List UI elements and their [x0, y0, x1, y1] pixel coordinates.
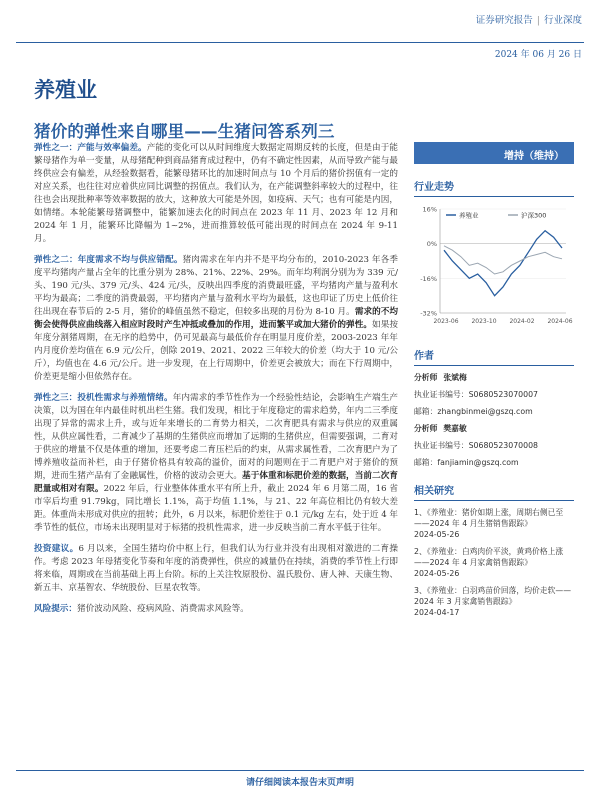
paragraph-lead: 弹性之二：年度需求不均与供应错配。: [34, 255, 183, 265]
x-tick-label: 2023-06: [433, 318, 459, 325]
paragraph-lead: 投资建议。: [34, 544, 79, 554]
footer-divider: [16, 770, 584, 771]
paragraph-lead: 弹性之一：产能与效率偏差。: [34, 143, 147, 153]
rating-badge: 增持（维持）: [414, 142, 574, 164]
legend-label: 沪深300: [521, 211, 547, 220]
analyst-1: [414, 372, 574, 417]
paragraph-3: [34, 392, 398, 535]
paragraph-body: 产能的变化可以从时间维度大数据定周期反转的长度，但是由于能繁母猪作为单一变量，从母猪配种到商品猪育成过程中，仍有不确定性因素，从而导致产能与最终供应会有偏差，从经验数据看，能繁母猪环比的加速时间点与 10 个月后的猪价拐值有一定的对应关系，也往往对应着供应同比调整的拐值点。我们认为，在产能调整斜率较大的过程中，往往也会出现批种率等效率数据的放大，这种放大可能是外因，如疫病、天气；也有可能是内因，如情绪。本轮能繁母猪调整中，能繁加速去化的时间点在 2023 年 11 月、2023 年 12 月和 2024 年 1 月，能繁环比降幅为 1~2%，进而推算较低可能出现的时间点在 2024 年 9-11 月。: [34, 143, 398, 244]
y-tick-label: -32%: [420, 309, 437, 318]
series-line-0: [444, 231, 562, 296]
header-divider: [16, 42, 584, 43]
y-tick-label: 16%: [422, 205, 437, 214]
related-item[interactable]: [414, 507, 574, 540]
x-tick-label: 2023-10: [471, 318, 497, 325]
paragraph-1: [34, 142, 398, 246]
trend-chart: [414, 203, 574, 333]
email-label: 邮箱：: [414, 458, 438, 467]
paragraph-tail: 如果按年度分割猪周期，在无序的趋势中，仍可见最高与最低价存在明显月度价差，2003-2023 年年内月度价差均值在 6.9 元/公斤，创除 2019、2021、2022 三年较大的价差（均大于 10 元/公斤），均值也在 4.6 元/公斤。进一步发现，在上行周期中，价差更会被放大；而在下行周期中，价差更是缩小但依然存在。: [34, 320, 398, 382]
industry-name: 养殖业: [34, 78, 97, 102]
related-date: 2024-05-26: [414, 569, 460, 578]
related-item[interactable]: [414, 546, 574, 579]
chart-section-title: 行业走势: [414, 178, 574, 197]
report-category: 行业深度: [543, 15, 582, 26]
related-date: 2024-04-17: [414, 608, 460, 617]
analyst-license: S0680523070008: [468, 441, 539, 450]
paragraph-lead: 弹性之三：投机性需求与养殖情绪。: [34, 393, 173, 403]
sidebar: [414, 142, 574, 618]
related-list: [414, 507, 574, 618]
analyst-name: 张斌梅: [443, 373, 467, 382]
related-title: 相关研究: [414, 482, 574, 501]
risk-paragraph: [34, 603, 398, 616]
analyst-role: 分析师: [414, 424, 438, 433]
paragraph-2: [34, 254, 398, 384]
analyst-role: 分析师: [414, 373, 438, 382]
trend-chart-svg: [414, 203, 574, 333]
analyst-license: S0680523070007: [468, 390, 539, 399]
email-label: 邮箱：: [414, 407, 438, 416]
analyst-2: [414, 423, 574, 468]
report-type: 证券研究报告: [475, 15, 533, 26]
license-label: 执业证书编号：: [414, 441, 469, 450]
risk-body: 猪价波动风险、疫病风险、消费需求风险等。: [76, 604, 249, 614]
related-item[interactable]: [414, 585, 574, 618]
related-date: 2024-05-26: [414, 530, 460, 539]
paragraph-emphasis: 需求的不均衡会使得供应曲线落入相应时段时产生冲抵或叠加的作用，进而繁平或加大猪价的弹性。: [34, 307, 398, 330]
related-text[interactable]: 3、《养殖业：白羽鸡苗价回落，均价走软——2024 年 3 月家禽销售跟踪》: [414, 586, 571, 606]
paragraph-emphasis: 基于体重和标肥价差的数据，当前二次育肥量或相对有限。: [34, 471, 398, 494]
analyst-email[interactable]: zhangbinmei@gszq.com: [437, 407, 533, 416]
license-label: 执业证书编号：: [414, 390, 469, 399]
related-text[interactable]: 2、《养殖业：白鸡肉价平淡，黄鸡价格上涨——2024 年 4 月家禽销售跟踪》: [414, 547, 564, 567]
paragraph-4: [34, 543, 398, 595]
legend-label: 养殖业: [459, 211, 479, 220]
paragraph-body: 猪肉需求在年内并不是平均分布的，2010-2023 年各季度平均猪肉产量占全年的比重分别为 28%、21%、22%、29%。而年均利润分别为为 339 元/头、190 元/头、379 元/头、424 元/头，反映出四季度的消费最旺盛，平均猪肉产量与盈利水平均为最高；二季度的消费最弱，平均猪肉产量与盈利水平均为最低，这也印证了历史上低价往往出现在春节后的 2-5 月，猪价的峰值虽然不稳定，但较多出现的月份为 8-10 月。: [34, 255, 398, 317]
footer-disclaimer: 请仔细阅读本报告末页声明: [245, 778, 354, 788]
analyst-email[interactable]: fanjiamin@gszq.com: [437, 458, 519, 467]
header-labels: 证券研究报告 | 行业深度: [475, 15, 582, 26]
x-tick-label: 2024-02: [509, 318, 535, 325]
paragraph-body: 6 月以来，全国生猪均价中枢上行，但我们认为行业并没有出现相对激进的二育操作。考虑 2023 年母猪变化节奏和年度的消费弹性，供应的减量仍在持续，消费的季节性上行即将来临，周期或在当前基础上再上台阶。标的上关注牧原股份、温氏股份、唐人神、天康生物、新五丰、京基智农、华统股份、巨星农牧等。: [34, 544, 398, 593]
x-tick-label: 2024-06: [547, 318, 573, 325]
main-body: [34, 142, 398, 624]
analyst-name: 樊嘉敏: [443, 424, 467, 433]
authors-title: 作者: [414, 347, 574, 366]
y-tick-label: 0%: [426, 240, 437, 249]
paragraph-body: 年内需求的季节性作为一个经验性结论，会影响生产端生产决策，以为国在年内最佳时机出栏生猪。我们发现，相比于年度稳定的需求趋势，年内二三季度出现了异常的需求上升，或与近年来增长的二育势力相关，二次育肥具有需求与供应的双重属性，从供应属性看，二育减少了基期的生猪供应而增加了远期的生猪供应，但需要强调，二育对于供应的增量不仅是体重的增加，还要考虑二育压栏后的约束，从需求属性看，二次育肥户为了博养殖收益而补栏，由于仔猪价格具有较高的溢价，面对的问题则在于二育肥户对于猪价的预期，进而生猪产品有了金融属性，价格的波动会更大。: [34, 393, 398, 481]
paragraph-tail: 2022 年后，行业整体体重水平有所上升，截止 2024 年 6 月第二周，16 省市宰后均重 91.79kg，同比增长 1.1%，高于均值 1.1%，与 21、22 年高位相比仍有较大差距。体重尚未形成对供应的扭转；此外，6 月以来，标肥价差往于 0.1 元/kg 左右，处于近 4 年季节性的低位，市场未出现明显对于标猪的投机性需求，进一步反映当前二育水平低于往年。: [34, 484, 398, 533]
report-title: 猪价的弹性来自哪里——生猪问答系列三: [34, 122, 335, 141]
risk-label: 风险提示：: [34, 604, 77, 614]
report-date: 2024 年 06 月 26 日: [494, 50, 582, 60]
related-text[interactable]: 1、《养殖业：猪价如期上涨，周期右侧已至——2024 年 4 月生猪销售跟踪》: [414, 508, 564, 528]
y-tick-label: -16%: [420, 274, 437, 283]
